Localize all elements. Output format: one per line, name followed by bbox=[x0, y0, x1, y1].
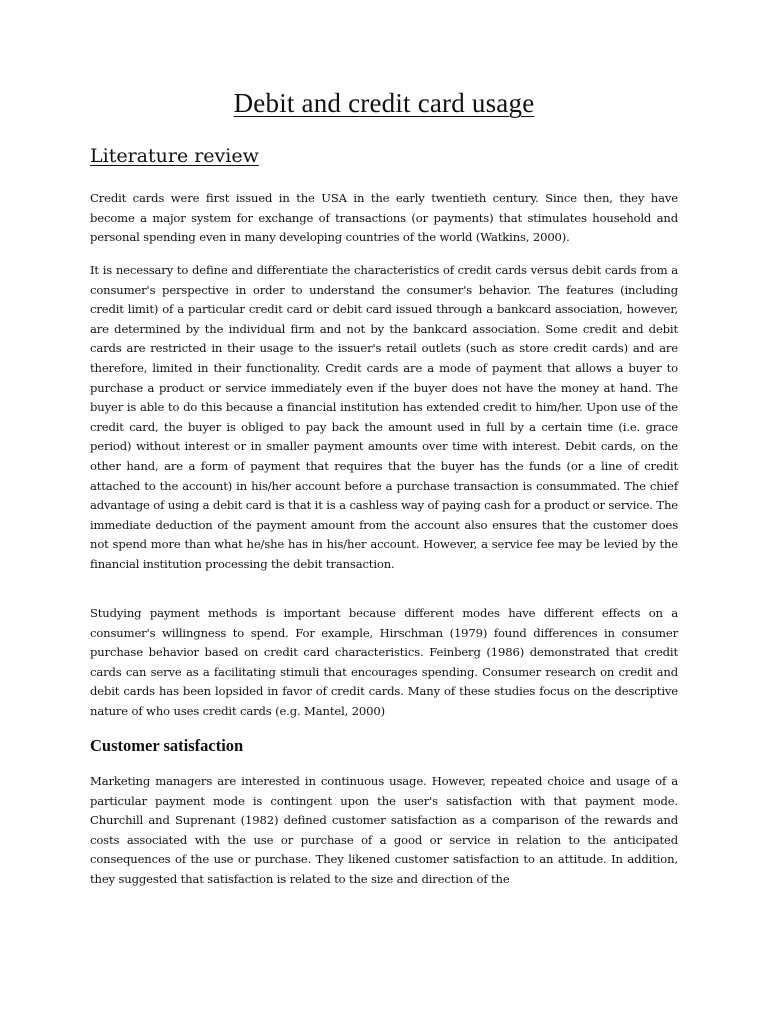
paragraph-credit-vs-debit: It is necessary to define and differentiate the characteristics of credit cards versus debit cards from a consumer's perspective in order to understand the consumer's behavior. The features (including credit limit) of a particular credit card or debit card issued through a bankcard association, however, are determined by the individual firm and not by the bankcard association. Some credit and debit cards are restricted in their usage to the issuer's retail outlets (such as store credit cards) and are therefore, limited in their functionality. Credit cards are a mode of payment that allows a buyer to purchase a product or service immediately even if the buyer does not have the money at hand. The buyer is able to do this because a financial institution has extended credit to him/her. Upon use of the credit card, the buyer is obliged to pay back the amount used in full by a certain time (i.e. grace period) without interest or in smaller payment amounts over time with interest. Debit cards, on the other hand, are a form of payment that requires that the buyer has the funds (or a line of credit attached to the account) in his/her account before a purchase transaction is consummated. The chief advantage of using a debit card is that it is a cashless way of paying cash for a product or service. The immediate deduction of the payment amount from the account also ensures that the customer does not spend more than what he/she has in his/her account. However, a service fee may be levied by the financial institution processing the debit transaction. bbox=[90, 263, 678, 571]
document-title: Debit and credit card usage bbox=[233, 88, 535, 118]
section-heading-literature-review: Literature review bbox=[90, 145, 259, 167]
section-heading-customer-satisfaction: Customer satisfaction bbox=[90, 736, 244, 755]
paragraph-payment-methods: Studying payment methods is important because different modes have different effects on a consumer's willingness to spend. For example, Hirschman (1979) found differences in consumer purchase behavior based on credit card characteristics. Feinberg (1986) demonstrated that credit cards can serve as a facilitating stimuli that encourages spending. Consumer research on credit and debit cards has been lopsided in favor of credit cards. Many of these studies focus on the descriptive nature of who uses credit cards (e.g. Mantel, 2000) bbox=[90, 606, 678, 718]
paragraph-credit-card-history: Credit cards were first issued in the USA in the early twentieth century. Since then, they have become a major system for exchange of transactions (or payments) that stimulates household and personal spending even in many developing countries of the world (Watkins, 2000). bbox=[90, 191, 678, 245]
document-page bbox=[90, 0, 678, 1024]
paragraph-customer-satisfaction: Marketing managers are interested in continuous usage. However, repeated choice and usage of a particular payment mode is contingent upon the user's satisfaction with that payment mode. Churchill and Suprenant (1982) defined customer satisfaction as a comparison of the rewards and costs associated with the use or purchase of a good or service in relation to the anticipated consequences of the use or purchase. They likened customer satisfaction to an attitude. In addition, they suggested that satisfaction is related to the size and direction of the bbox=[90, 774, 678, 886]
